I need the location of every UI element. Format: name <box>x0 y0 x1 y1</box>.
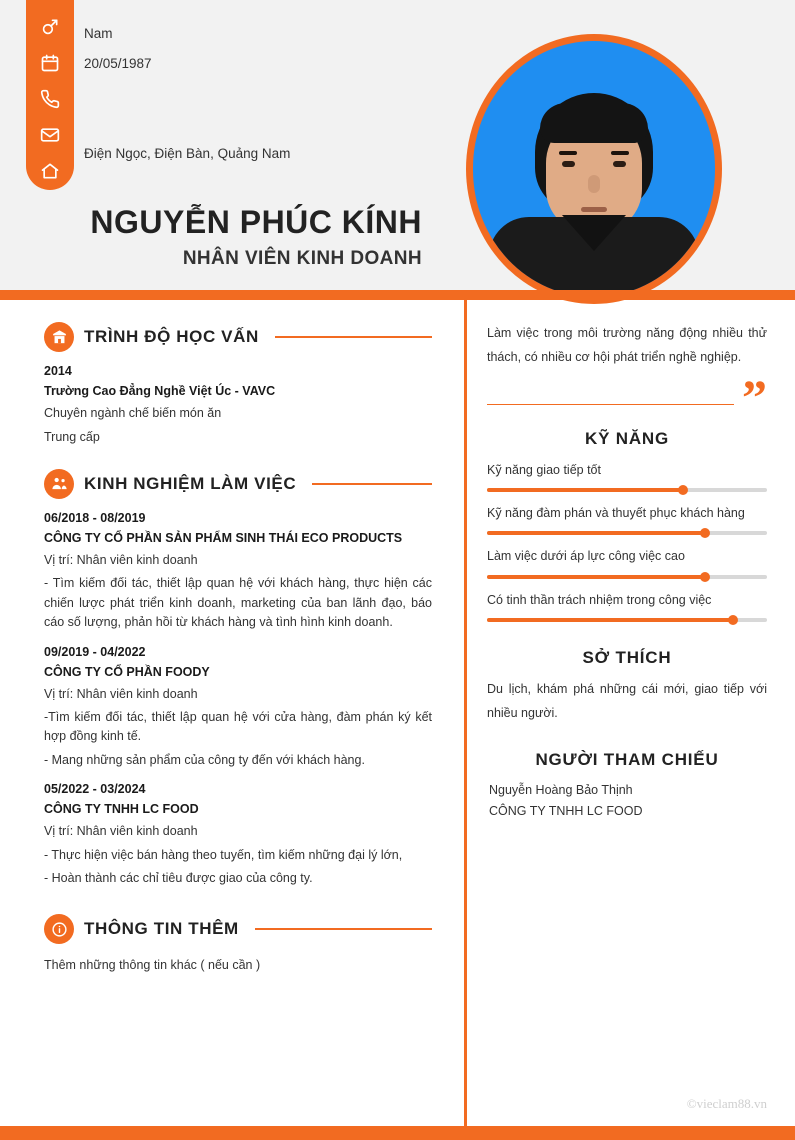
experience-company: CÔNG TY CỔ PHẦN FOODY <box>44 664 210 679</box>
quote-mark-icon: ” <box>742 368 767 425</box>
quote-rule <box>487 404 734 405</box>
briefcase-people-icon <box>44 469 74 499</box>
experience-date: 09/2019 - 04/2022 <box>44 644 146 659</box>
section-rule <box>275 336 432 338</box>
contact-values <box>84 18 444 168</box>
section-experience-body <box>44 511 432 889</box>
reference-company: CÔNG TY TNHH LC FOOD <box>489 803 643 818</box>
experience-item <box>44 645 432 771</box>
skill-label: Làm việc dưới áp lực công việc cao <box>487 549 685 564</box>
section-title-experience: KINH NGHIỆM LÀM VIỆC <box>84 473 297 493</box>
right-column <box>467 300 795 1126</box>
education-level: Trung cấp <box>44 429 100 444</box>
gender-icon <box>39 16 61 38</box>
contact-address: Điện Ngọc, Điện Bàn, Quảng Nam <box>84 145 291 161</box>
experience-item <box>44 782 432 888</box>
experience-duty: - Tìm kiếm đối tác, thiết lập quan hệ với khách hàng, thực hiện các chiến lược phát triển kinh doanh, marketing của ban lãnh đạo, báo cáo số lượng, phản hồi từ khách hàng và tình hình kinh doanh. <box>44 576 432 630</box>
skill-bar <box>487 575 767 579</box>
experience-position: Vị trí: Nhân viên kinh doanh <box>44 824 198 839</box>
experience-company: CÔNG TY TNHH LC FOOD <box>44 802 199 817</box>
section-title-reference: NGƯỜI THAM CHIẾU <box>535 749 719 769</box>
left-column <box>0 300 464 1126</box>
experience-date: 05/2022 - 03/2024 <box>44 782 146 797</box>
section-title-more-info: THÔNG TIN THÊM <box>84 919 239 939</box>
hobbies-text: Du lịch, khám phá những cái mới, giao tiếp với nhiều người. <box>487 682 767 720</box>
experience-company: CÔNG TY CỔ PHẦN SẢN PHẨM SINH THÁI ECO PRODUCTS <box>44 530 403 545</box>
contact-phone <box>84 78 444 108</box>
name-block <box>0 205 440 270</box>
portrait-photo <box>473 41 715 297</box>
phone-icon <box>39 88 61 110</box>
experience-position: Vị trí: Nhân viên kinh doanh <box>44 686 198 701</box>
calendar-icon <box>39 52 61 74</box>
contact-birthdate: 20/05/1987 <box>84 55 152 71</box>
education-school: Trường Cao Đẳng Nghề Việt Úc - VAVC <box>44 384 276 398</box>
education-item <box>44 364 432 447</box>
contact-email <box>84 108 444 138</box>
home-icon <box>39 160 61 182</box>
header-band <box>0 0 795 290</box>
more-info-note: Thêm những thông tin khác ( nếu cần ) <box>44 958 261 973</box>
reference-name: Nguyễn Hoàng Bảo Thịnh <box>489 782 633 797</box>
section-education-body <box>44 364 432 447</box>
section-rule <box>312 483 432 485</box>
contact-gender: Nam <box>84 25 113 41</box>
section-more-info-header <box>44 914 432 944</box>
section-experience-header <box>44 469 432 499</box>
quote-row <box>487 368 767 425</box>
page-title: NGUYỄN PHÚC KÍNH <box>90 204 422 240</box>
experience-duty: - Mang những sản phẩm của công ty đến với khách hàng. <box>44 752 365 767</box>
section-title-education: TRÌNH ĐỘ HỌC VẤN <box>84 327 259 346</box>
education-date: 2014 <box>44 364 72 378</box>
experience-duty: - Thực hiện việc bán hàng theo tuyến, tìm kiếm những đại lý lớn, <box>44 847 403 862</box>
experience-duty: - Hoàn thành các chỉ tiêu được giao của công ty. <box>44 871 313 885</box>
skill-label: Kỹ năng giao tiếp tốt <box>487 462 601 477</box>
skill-item <box>487 504 767 535</box>
education-major: Chuyên ngành chế biến món ăn <box>44 406 222 421</box>
skill-item <box>487 461 767 492</box>
section-education-header <box>44 322 432 352</box>
skill-bar <box>487 618 767 622</box>
skill-item <box>487 591 767 622</box>
avatar <box>466 34 722 304</box>
experience-item <box>44 511 432 633</box>
section-rule <box>255 928 432 930</box>
skill-bar <box>487 531 767 535</box>
header-divider <box>0 290 795 300</box>
skill-label: Kỹ năng đàm phán và thuyết phục khách hàng <box>487 505 745 520</box>
section-title-skills: KỸ NĂNG <box>585 428 669 448</box>
skill-item <box>487 547 767 578</box>
experience-position: Vị trí: Nhân viên kinh doanh <box>44 553 198 567</box>
contact-icon-rail <box>26 0 74 190</box>
footer-bar <box>0 1126 795 1140</box>
experience-duty: -Tìm kiếm đối tác, thiết lập quan hệ với cửa hàng, đàm phán ký kết hợp đồng kinh tế. <box>44 710 432 744</box>
skill-bar <box>487 488 767 492</box>
job-title: NHÂN VIÊN KINH DOANH <box>182 248 422 270</box>
email-icon <box>39 124 61 146</box>
experience-date: 06/2018 - 08/2019 <box>44 510 146 525</box>
section-title-hobbies: SỞ THÍCH <box>582 648 672 667</box>
school-icon <box>44 322 74 352</box>
watermark: ©vieclam88.vn <box>686 1096 767 1111</box>
skill-label: Có tinh thần trách nhiệm trong công việc <box>487 592 712 607</box>
info-icon <box>44 914 74 944</box>
reference-block <box>487 780 767 823</box>
career-objective: Làm việc trong môi trường năng động nhiều thử thách, có nhiều cơ hội phát triển nghề nghiệp. <box>487 326 767 364</box>
